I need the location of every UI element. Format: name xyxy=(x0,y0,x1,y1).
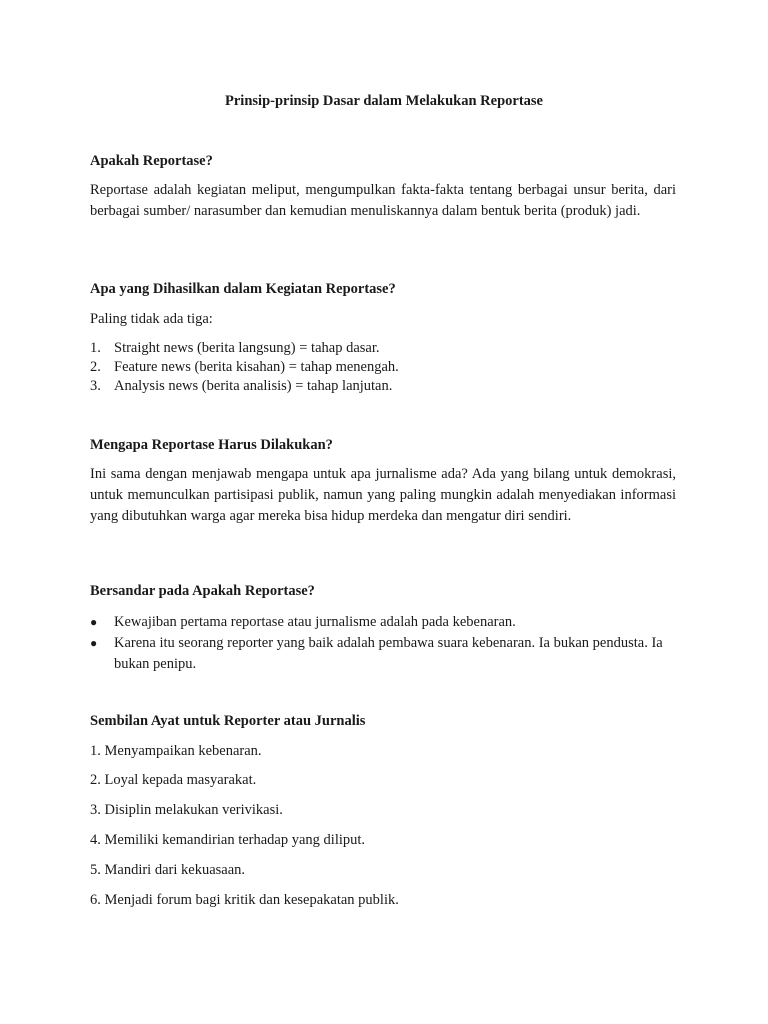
section-paragraph-definition: Reportase adalah kegiatan meliput, mengumpulkan fakta-fakta tentang berbagai unsur berita, dari berbagai sumber/ narasumber dan kemudian menuliskannya dalam bentuk berita (produk) jadi. xyxy=(90,182,676,219)
list-item: 5. Mandiri dari kekuasaan. xyxy=(90,862,246,878)
list-item: 3. Disiplin melakukan verivikasi. xyxy=(90,802,283,818)
list-item xyxy=(90,633,676,675)
section-heading-bersandar: Bersandar pada Apakah Reportase? xyxy=(90,583,315,599)
section-paragraph-reason: Ini sama dengan menjawab mengapa untuk apa jurnalisme ada? Ada yang bilang untuk demokrasi, untuk memunculkan partisipasi publik, namun yang paling mungkin adalah menyediakan informasi yang dibutuhkan warga agar mereka bisa hidup merdeka dan mengatur diri sendiri. xyxy=(90,466,676,524)
list-item: 4. Memiliki kemandirian terhadap yang diliput. xyxy=(90,832,366,848)
list-item: 1. Menyampaikan kebenaran. xyxy=(90,743,262,759)
principles-bullet-list xyxy=(90,612,676,675)
list-item-number: 3. xyxy=(90,378,101,394)
section-intro-text: Paling tidak ada tiga: xyxy=(90,311,213,327)
bullet-icon: ● xyxy=(90,636,98,650)
document-title: Prinsip-prinsip Dasar dalam Melakukan Reportase xyxy=(225,93,543,109)
list-item-number: 1. xyxy=(90,340,101,356)
section-heading-mengapa-reportase: Mengapa Reportase Harus Dilakukan? xyxy=(90,437,333,453)
list-item-text: Straight news (berita langsung) = tahap dasar. xyxy=(114,340,380,356)
list-item-text: Kewajiban pertama reportase atau jurnalisme adalah pada kebenaran. xyxy=(114,614,516,630)
section-heading-sembilan-ayat: Sembilan Ayat untuk Reporter atau Jurnalis xyxy=(90,713,366,729)
list-item xyxy=(90,339,399,358)
bullet-icon: ● xyxy=(90,615,98,629)
list-item-number: 2. xyxy=(90,359,101,375)
list-item-text: Analysis news (berita analisis) = tahap lanjutan. xyxy=(114,378,393,394)
list-item-text: Karena itu seorang reporter yang baik adalah pembawa suara kebenaran. Ia bukan pendusta. Ia bukan penipu. xyxy=(114,635,663,672)
list-item: 6. Menjadi forum bagi kritik dan kesepakatan publik. xyxy=(90,892,399,908)
list-item xyxy=(90,358,399,377)
list-item-text: Feature news (berita kisahan) = tahap menengah. xyxy=(114,359,399,375)
section-heading-hasil-reportase: Apa yang Dihasilkan dalam Kegiatan Reportase? xyxy=(90,281,396,297)
section-heading-apakah-reportase: Apakah Reportase? xyxy=(90,153,213,169)
list-item xyxy=(90,377,399,396)
news-types-list xyxy=(90,339,399,396)
list-item: 2. Loyal kepada masyarakat. xyxy=(90,772,257,788)
list-item xyxy=(90,612,676,633)
